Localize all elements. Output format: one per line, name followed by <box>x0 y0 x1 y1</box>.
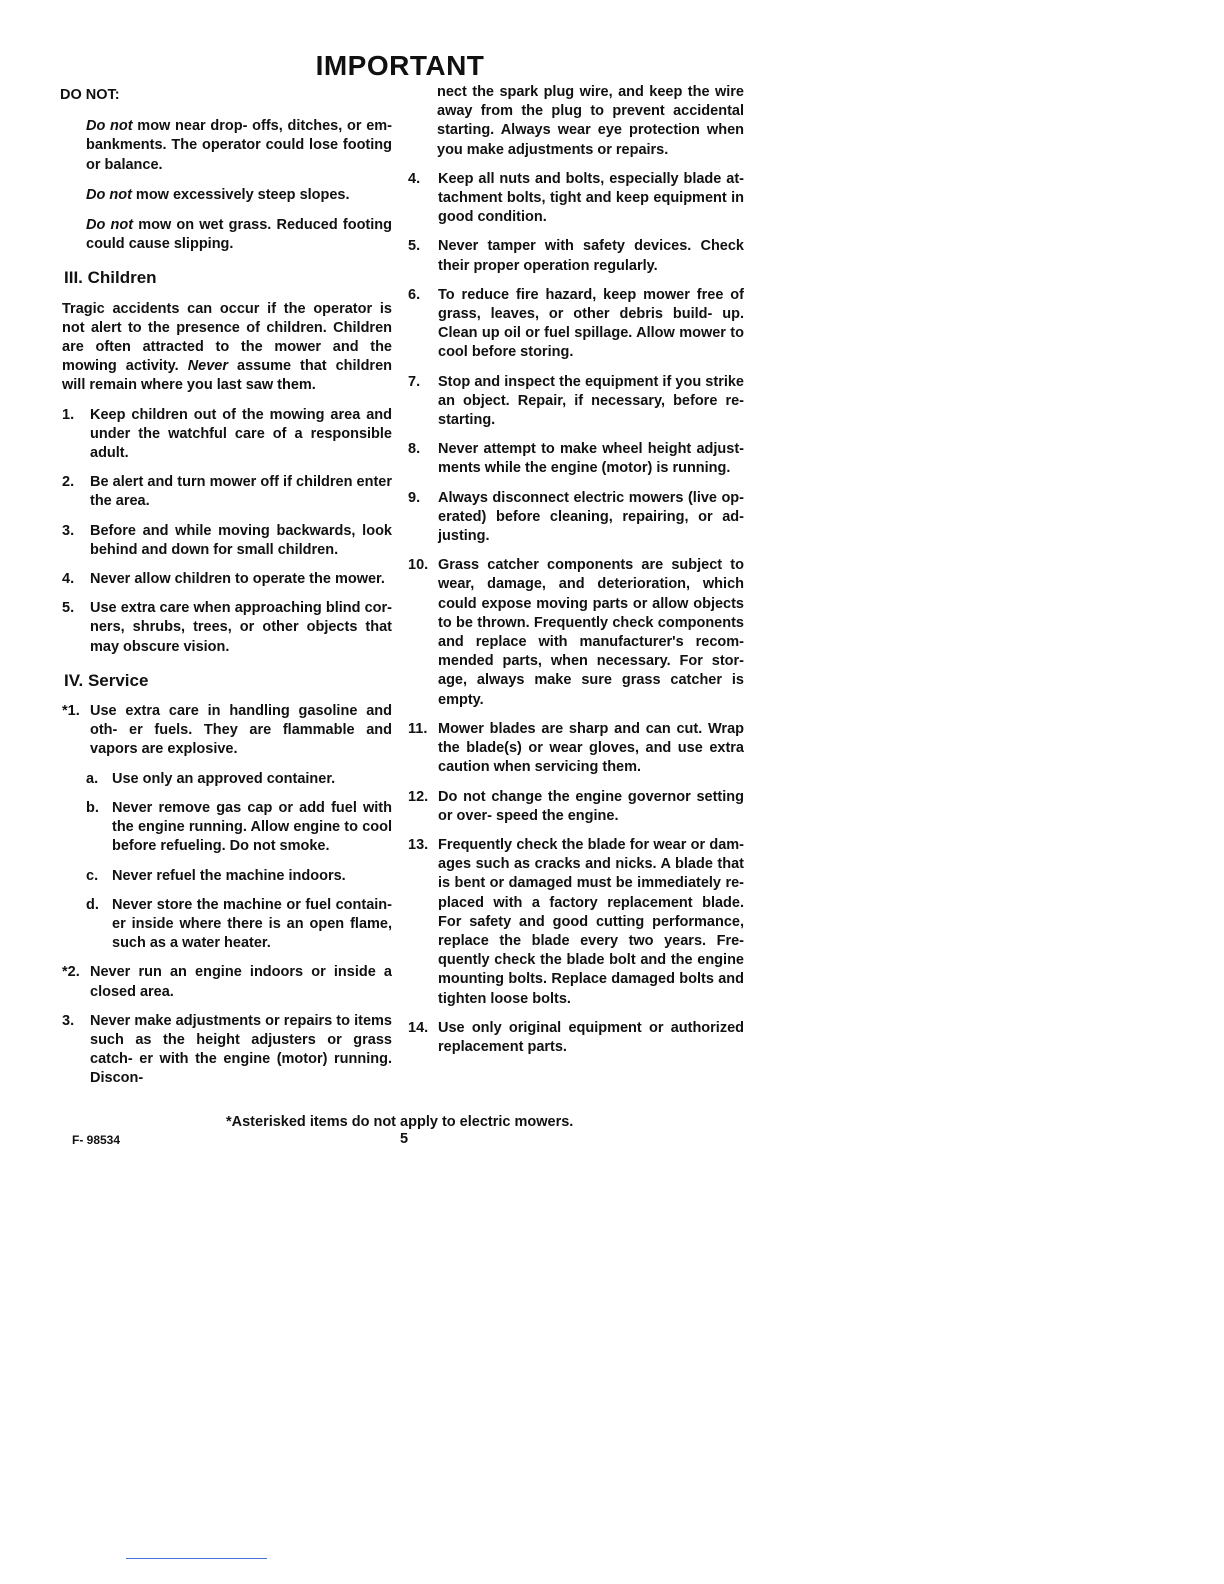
service-item <box>408 373 744 431</box>
service-item <box>408 720 744 778</box>
item-text: Never make adjustments or repairs to items such as the height adjusters or grass catch- er with the engine (motor) running. Discon- <box>90 1012 392 1087</box>
item-number: 2. <box>62 474 75 491</box>
children-item <box>62 599 392 657</box>
item-text: Use only an approved container. <box>112 770 336 787</box>
item-number: d. <box>86 896 99 913</box>
item-number: 5. <box>408 238 421 255</box>
item-number: *1. <box>62 703 80 720</box>
item-number: 4. <box>62 571 75 588</box>
item-text: Never allow children to operate the mower. <box>90 571 385 588</box>
service-item <box>62 963 392 1001</box>
do-not-item <box>62 186 392 205</box>
children-item <box>62 473 392 511</box>
item-number: 4. <box>408 170 421 187</box>
item-text: Do not change the engine governor setting or over- speed the engine. <box>438 788 744 824</box>
service-subitem <box>62 867 392 886</box>
item-number: 8. <box>408 441 421 458</box>
do-not-text: mow near drop- offs, ditches, or em- bankments. The operator could lose footing or balance. <box>86 118 392 173</box>
children-intro-after: assume that children will remain where you last saw them. <box>62 358 392 394</box>
children-item <box>62 570 392 589</box>
item-text: Never attempt to make wheel height adjust- ments while the engine (motor) is running. <box>438 441 744 477</box>
item-number: 12. <box>408 788 429 805</box>
item-number: 3. <box>62 522 75 539</box>
item-number: 7. <box>408 373 421 390</box>
service-heading: IV. Service <box>64 670 149 690</box>
item-text: Stop and inspect the equipment if you strike an object. Repair, if necessary, before re- starting. <box>438 373 744 429</box>
service-subitem <box>62 799 392 857</box>
children-intro-before: Tragic accidents can occur if the operator is not alert to the presence of children. Children are often attracted to the mower and the mowing activity. <box>62 300 392 375</box>
service-subitem <box>62 896 392 954</box>
item-text: Use extra care when approaching blind cor- ners, shrubs, trees, or other objects that may obscure vision. <box>90 600 392 655</box>
do-not-lead: Do not <box>86 217 134 234</box>
item-text: Keep children out of the mowing area and under the watchful care of a responsible adult. <box>90 406 392 462</box>
left-column <box>62 86 392 1099</box>
children-item <box>62 406 392 464</box>
do-not-item <box>62 216 392 254</box>
item-number: 1. <box>62 406 75 423</box>
item-text: Keep all nuts and bolts, especially blade at- tachment bolts, tight and keep equipment in good condition. <box>438 170 744 226</box>
item-text: Never tamper with safety devices. Check their proper operation regularly. <box>438 238 744 274</box>
item-text: Frequently check the blade for wear or dam- ages such as cracks and nicks. A blade that is bent or damaged must be immediately re- placed with a factory replacement blade. For safety and good cutting performance, replace the blade every two years. Fre- quently check the blade bolt and the engine mounting bolts. Replace damaged bolts and tighten loose bolts. <box>438 836 744 1007</box>
item-text: Be alert and turn mower off if children enter the area. <box>90 474 392 510</box>
item-text: Never refuel the machine indoors. <box>112 867 346 884</box>
item-text: Always disconnect electric mowers (live op- erated) before cleaning, repairing, or ad- justing. <box>438 489 744 545</box>
do-not-lead: Do not <box>86 186 132 203</box>
item-text: Never store the machine or fuel contain- er inside where there is an open flame, such as a water heater. <box>112 896 392 952</box>
item-number: 9. <box>408 489 421 506</box>
children-heading: III. Children <box>64 268 157 288</box>
service-item <box>408 1019 744 1057</box>
service-item <box>62 1012 392 1089</box>
service-item <box>408 237 744 275</box>
do-not-item <box>62 117 392 175</box>
item-number: 14. <box>408 1019 429 1036</box>
item-text: Grass catcher components are subject to wear, damage, and deterioration, which could expose moving parts or allow objects to be thrown. Frequently check components and replace with manufacturer's recom- mended parts, when necessary. For stor- age, always make sure grass catcher is empty. <box>438 557 744 708</box>
do-not-text: mow on wet grass. Reduced footing could cause slipping. <box>86 217 392 253</box>
item-text: Never run an engine indoors or inside a closed area. <box>90 964 392 1000</box>
item-number: 5. <box>62 600 75 617</box>
children-intro-em: Never <box>187 358 229 375</box>
right-column <box>408 83 744 1067</box>
do-not-text: mow excessively steep slopes. <box>131 186 350 203</box>
service-item <box>408 286 744 363</box>
service-subitem <box>62 770 392 789</box>
service-item <box>408 836 744 1009</box>
children-intro <box>62 300 392 396</box>
children-item <box>62 522 392 560</box>
service-item <box>408 556 744 710</box>
item-number: b. <box>86 799 99 816</box>
service-item <box>62 702 392 760</box>
service-item <box>408 170 744 228</box>
bottom-divider <box>126 1558 267 1559</box>
item-number: a. <box>86 770 99 787</box>
item-number: *2. <box>62 964 80 981</box>
do-not-lead: Do not <box>86 118 133 135</box>
item-text: Use only original equipment or authorized replacement parts. <box>438 1019 744 1055</box>
item-number: 10. <box>408 557 429 574</box>
item-text: Before and while moving backwards, look behind and down for small children. <box>90 522 392 558</box>
item-text: To reduce fire hazard, keep mower free of grass, leaves, or other debris build- up. Clean up oil or fuel spillage. Allow mower to cool before storing. <box>438 286 744 361</box>
item-text: Mower blades are sharp and can cut. Wrap the blade(s) or wear gloves, and use extra caution when servicing them. <box>438 720 744 776</box>
item-number: c. <box>86 867 99 884</box>
item-text: Never remove gas cap or add fuel with the engine running. Allow engine to cool before refueling. Do not smoke. <box>112 799 392 855</box>
service-item-3-continued: nect the spark plug wire, and keep the wire away from the plug to prevent accidental starting. Always wear eye protection when you make adjustments or repairs. <box>437 84 744 158</box>
service-item <box>408 440 744 478</box>
footnote: *Asterisked items do not apply to electric mowers. <box>226 1114 574 1130</box>
item-number: 11. <box>408 720 428 737</box>
service-item <box>408 489 744 547</box>
item-number: 13. <box>408 836 429 853</box>
item-text: Use extra care in handling gasoline and oth- er fuels. They are flammable and vapors are explosive. <box>90 703 392 758</box>
service-item <box>408 788 744 826</box>
page-number: 5 <box>400 1131 409 1147</box>
item-number: 3. <box>62 1012 75 1029</box>
form-code: F- 98534 <box>72 1133 121 1147</box>
do-not-heading: DO NOT: <box>60 87 120 103</box>
item-number: 6. <box>408 286 421 303</box>
page-title: IMPORTANT <box>315 50 485 81</box>
